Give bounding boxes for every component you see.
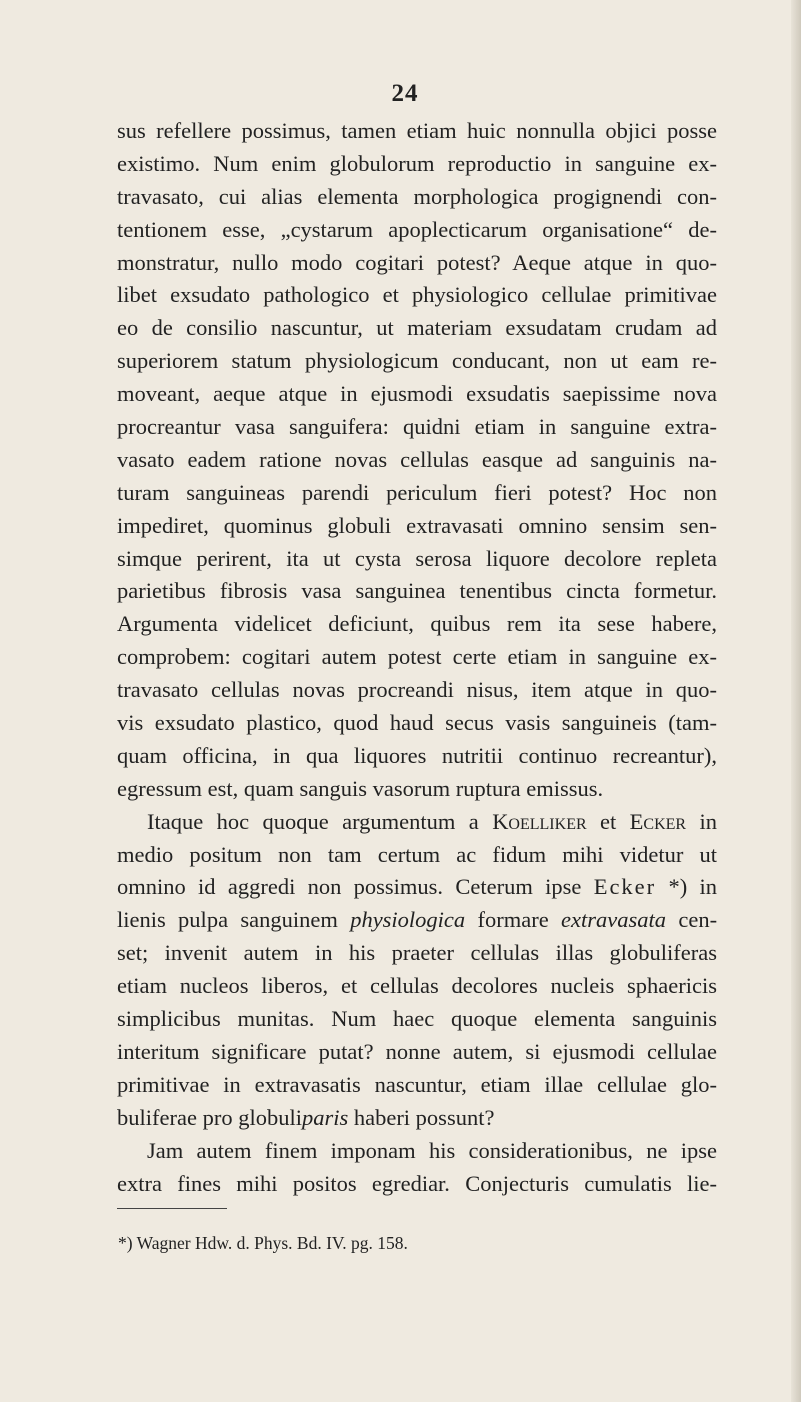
footnote-divider bbox=[117, 1208, 227, 1209]
text-line: travasato, cui alias elementa morphologica progignendi con- bbox=[117, 183, 717, 209]
page-number: 24 bbox=[391, 80, 419, 107]
text-line: simque perirent, ita ut cysta serosa liquore decolore repleta bbox=[117, 545, 717, 571]
italic-term: paris bbox=[301, 1104, 349, 1130]
text-line: egressum est, quam sanguis vasorum ruptura emissus. bbox=[117, 775, 604, 801]
text-line: set; invenit autem in his praeter cellulas illas globuliferas bbox=[117, 940, 717, 966]
text-line: turam sanguineas parendi periculum fieri potest? Hoc non bbox=[117, 479, 717, 505]
italic-term: physiologica bbox=[350, 907, 466, 933]
text-line bbox=[117, 806, 717, 839]
text-line: impediret, quominus globuli extravasati omnino sensim sen- bbox=[117, 512, 717, 538]
text-line: monstratur, nullo modo cogitari potest? Aeque atque in quo- bbox=[117, 249, 717, 275]
text-line: etiam nucleos liberos, et cellulas decolores nucleis sphaericis bbox=[117, 973, 717, 999]
text-run: in bbox=[699, 808, 717, 834]
text-run: cen- bbox=[678, 907, 718, 933]
text-line bbox=[117, 871, 717, 904]
text-line: moveant, aeque atque in ejusmodi exsudatis saepissime nova bbox=[117, 381, 717, 407]
text-run: et bbox=[600, 808, 617, 834]
text-line: Argumenta videlicet deficiunt, quibus rem ita sese habere, bbox=[117, 611, 717, 637]
text-line: primitivae in extravasatis nascuntur, etiam illae cellulae glo- bbox=[117, 1071, 717, 1097]
text-line: sus refellere possimus, tamen etiam huic nonnulla objici posse bbox=[117, 118, 717, 143]
text-line: superiorem statum physiologicum conducant, non ut eam re- bbox=[117, 348, 717, 374]
paragraph-3 bbox=[117, 1135, 717, 1201]
text-line: extra fines mihi positos egrediar. Conjecturis cumulatis lie- bbox=[117, 1170, 717, 1196]
text-line: parietibus fibrosis vasa sanguinea tenentibus cincta formetur. bbox=[117, 578, 717, 604]
paragraph-1 bbox=[117, 115, 717, 806]
text-line: vis exsudato plastico, quod haud secus vasis sanguineis (tam- bbox=[117, 710, 717, 736]
text-line: eo de consilio nascuntur, ut materiam exsudatam crudam ad bbox=[117, 315, 717, 341]
footnote: *) Wagner Hdw. d. Phys. Bd. IV. pg. 158. bbox=[118, 1233, 408, 1253]
text-line: procreantur vasa sanguifera: quidni etiam in sanguine extra- bbox=[117, 414, 717, 440]
text-line: interitum significare putat? nonne autem, si ejusmodi cellulae bbox=[117, 1038, 717, 1064]
text-line bbox=[117, 904, 717, 937]
text-run: Itaque hoc quoque argumentum a bbox=[147, 808, 479, 834]
paragraph-2 bbox=[117, 806, 717, 1135]
author-name: Ecker bbox=[629, 808, 687, 834]
text-line: existimo. Num enim globulorum reproductio in sanguine ex- bbox=[117, 150, 717, 176]
text-line: libet exsudato pathologico et physiologico cellulae primitivae bbox=[117, 282, 717, 308]
text-line: simplicibus munitas. Num haec quoque elementa sanguinis bbox=[117, 1006, 717, 1032]
text-line: travasato cellulas novas procreandi nisus, item atque in quo- bbox=[117, 677, 717, 703]
text-line: comprobem: cogitari autem potest certe etiam in sanguine ex- bbox=[117, 644, 717, 670]
text-run: buliferae pro globuli bbox=[117, 1104, 302, 1130]
text-run: haberi possunt? bbox=[353, 1104, 495, 1130]
footnote-ref: *) in bbox=[668, 874, 718, 900]
page-edge-shadow bbox=[791, 0, 801, 1402]
text-line: Jam autem finem imponam his considerationibus, ne ipse bbox=[147, 1137, 717, 1163]
italic-term: extravasata bbox=[561, 907, 667, 933]
author-name: Koelliker bbox=[492, 808, 587, 834]
text-line: tentionem esse, „cystarum apoplecticarum organisatione“ de- bbox=[117, 216, 717, 242]
author-name: Ecker bbox=[593, 874, 657, 900]
text-line: quam officina, in qua liquores nutritii continuo recreantur), bbox=[117, 742, 717, 768]
body-text bbox=[117, 115, 717, 1200]
text-run: omnino id aggredi non possimus. Ceterum ipse bbox=[117, 874, 582, 900]
text-run: lienis pulpa sanguinem bbox=[117, 907, 338, 933]
text-run: formare bbox=[477, 907, 549, 933]
text-line: vasato eadem ratione novas cellulas easque ad sanguinis na- bbox=[117, 446, 717, 472]
text-line bbox=[117, 1102, 717, 1135]
text-line: medio positum non tam certum ac fidum mihi videtur ut bbox=[117, 841, 717, 867]
